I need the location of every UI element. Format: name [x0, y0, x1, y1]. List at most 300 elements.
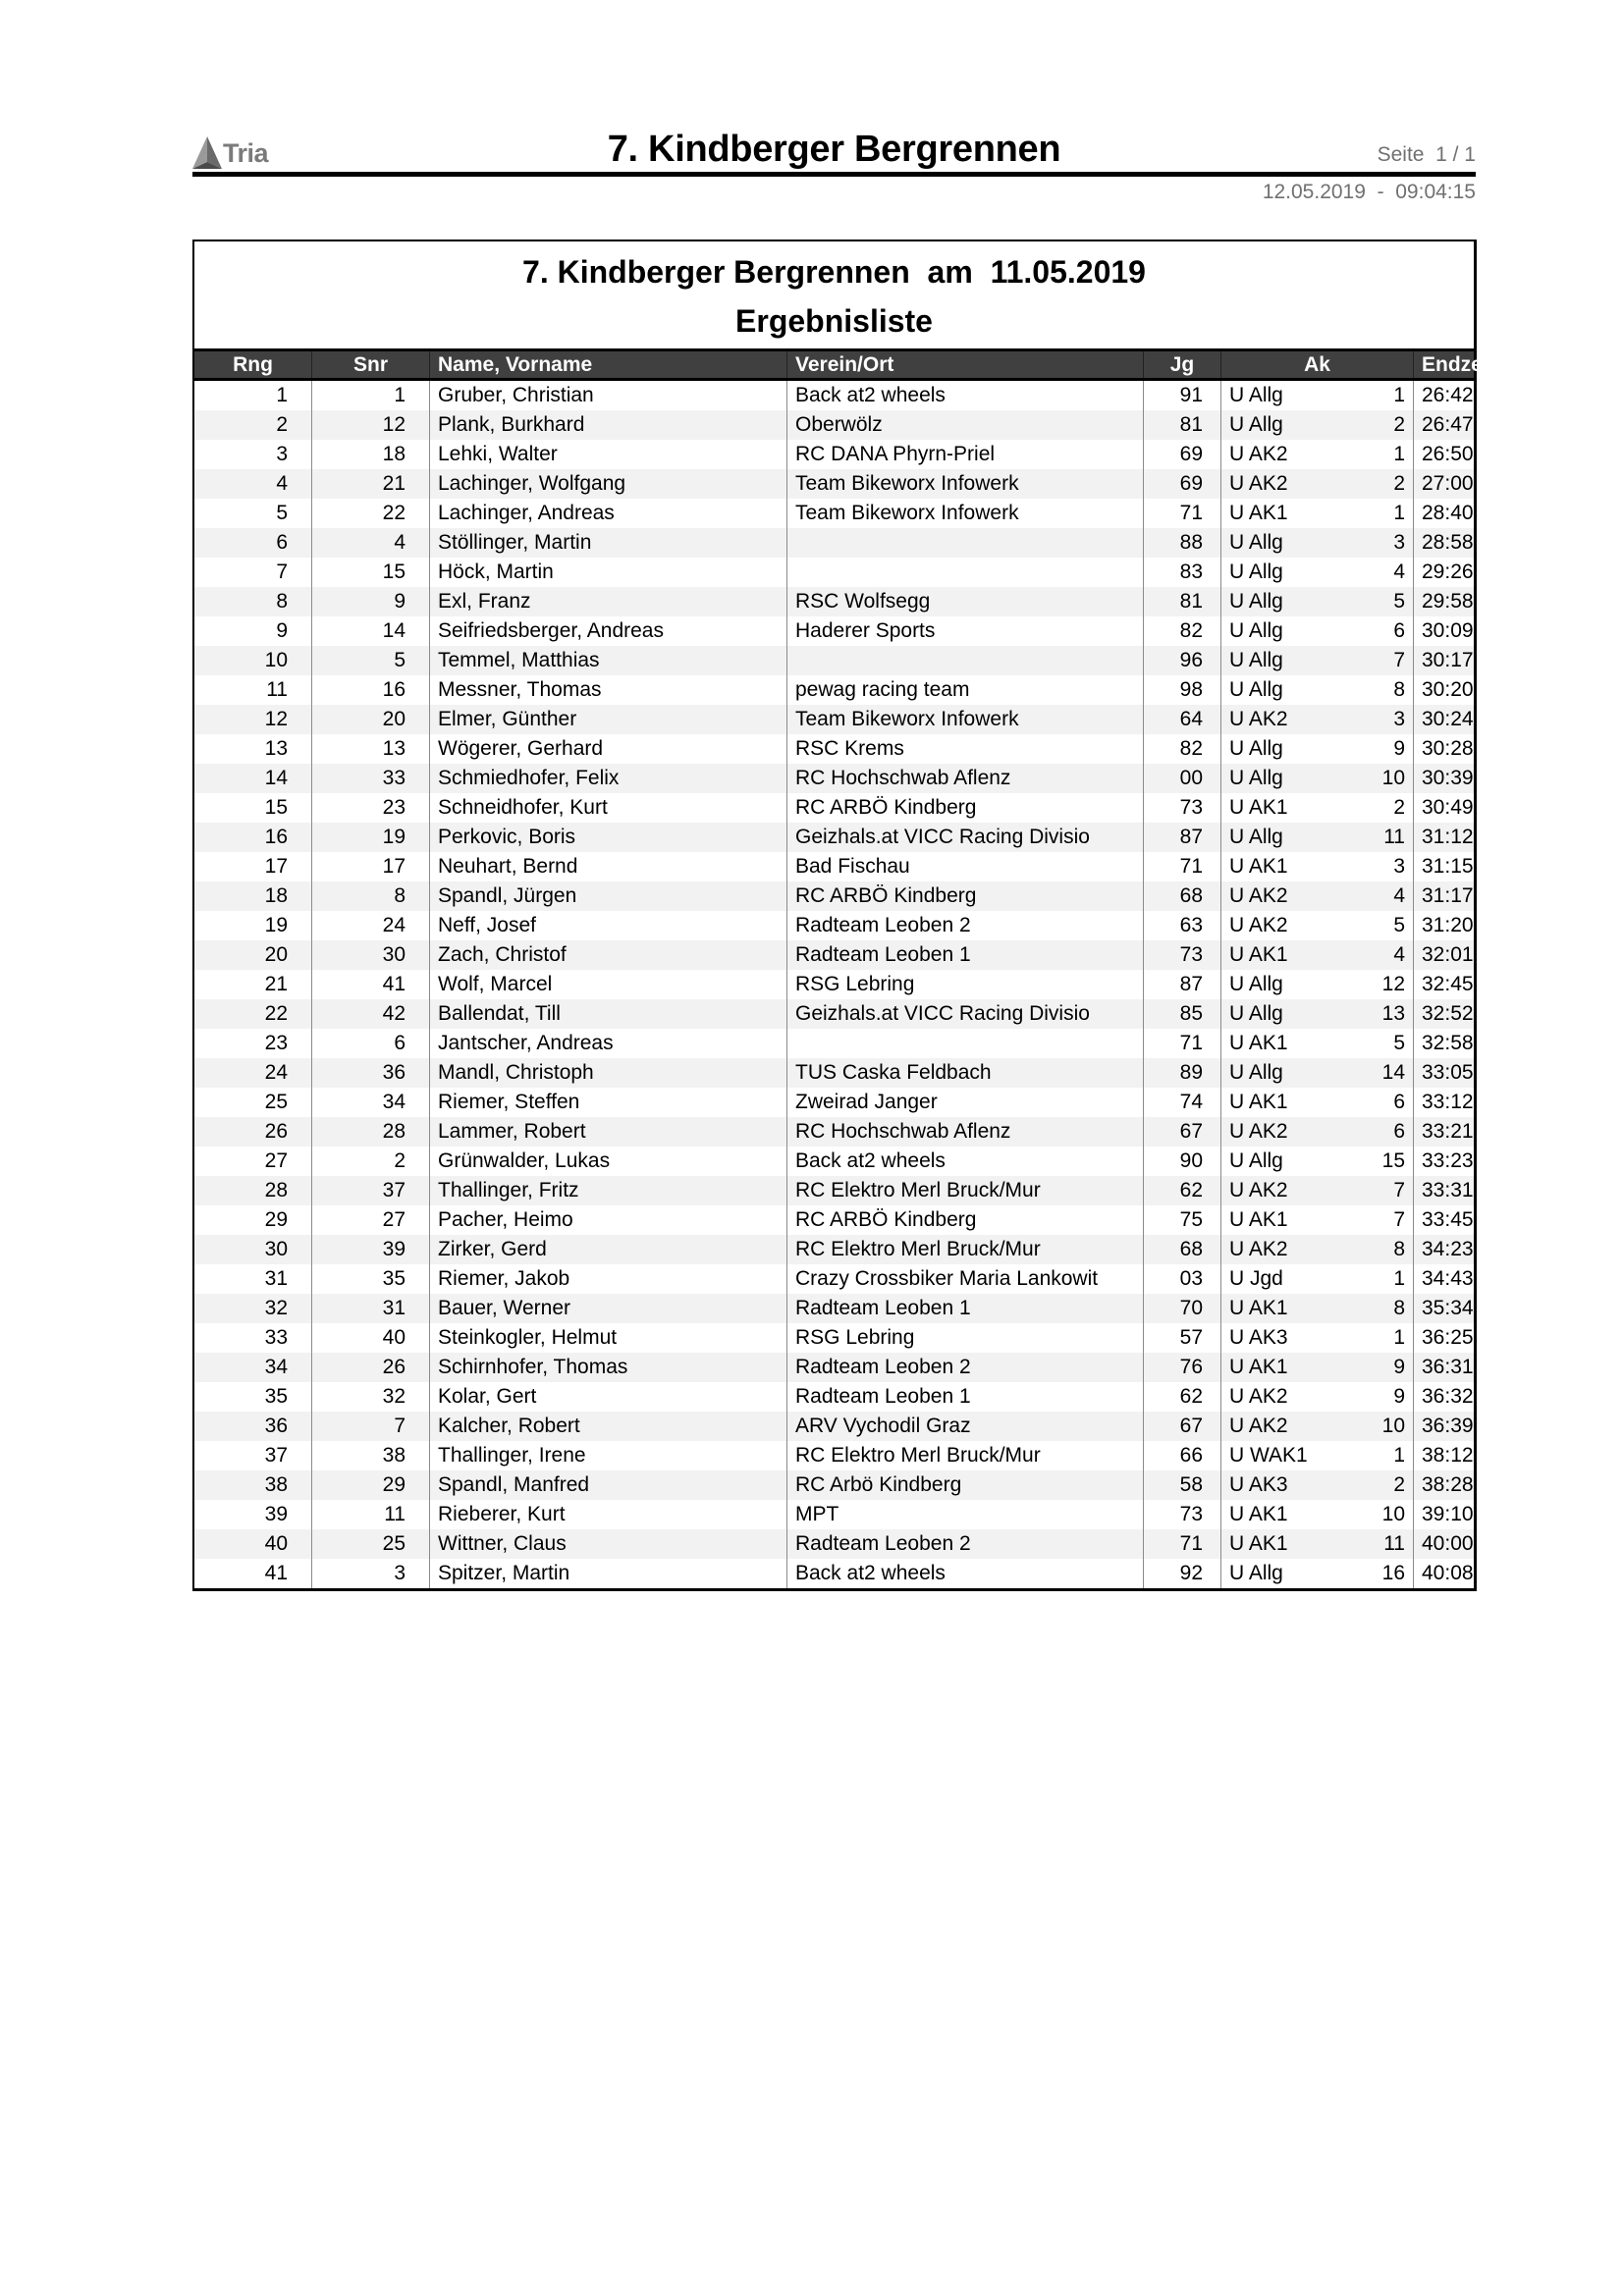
cell-ak	[1221, 734, 1414, 764]
age-class: U Allg	[1229, 1002, 1283, 1025]
cell-endzeit: 32:52	[1414, 999, 1475, 1029]
cell-snr: 7	[312, 1412, 430, 1441]
cell-rng: 3	[276, 443, 288, 465]
cell-ak	[1221, 705, 1414, 734]
age-class: U AK2	[1229, 708, 1288, 730]
cell-ak	[1221, 499, 1414, 528]
cell-verein: RC Elektro Merl Bruck/Mur	[787, 1176, 1144, 1205]
age-class: U Allg	[1229, 737, 1283, 760]
cell-endzeit: 30:28	[1414, 734, 1475, 764]
age-class-rank: 5	[1393, 1032, 1405, 1054]
cell-snr: 5	[312, 646, 430, 675]
table-row	[194, 764, 1474, 793]
cell-name: Perkovic, Boris	[430, 823, 787, 852]
age-class: U AK2	[1229, 1385, 1288, 1408]
cell-ak	[1221, 1382, 1414, 1412]
cell-snr: 35	[312, 1264, 430, 1294]
table-row	[194, 1029, 1474, 1058]
age-class: U AK1	[1229, 943, 1288, 966]
cell-name: Lammer, Robert	[430, 1117, 787, 1147]
cell-rng: 37	[264, 1444, 288, 1467]
age-class: U Allg	[1229, 384, 1283, 406]
cell-endzeit: 36:39	[1414, 1412, 1475, 1441]
cell-verein: RSC Krems	[787, 734, 1144, 764]
cell-snr: 22	[312, 499, 430, 528]
cell-verein: Geizhals.at VICC Racing Divisio	[787, 999, 1144, 1029]
cell-snr: 16	[312, 675, 430, 705]
age-class-rank: 9	[1393, 1356, 1405, 1378]
cell-jg: 87	[1144, 823, 1221, 852]
table-row	[194, 793, 1474, 823]
cell-endzeit: 27:00	[1414, 469, 1475, 499]
cell-ak	[1221, 1559, 1414, 1588]
age-class-rank: 3	[1393, 855, 1405, 878]
table-row	[194, 1529, 1474, 1559]
cell-ak	[1221, 380, 1414, 411]
cell-verein	[787, 558, 1144, 587]
age-class-rank: 10	[1381, 1415, 1405, 1437]
table-row	[194, 940, 1474, 970]
cell-snr: 38	[312, 1441, 430, 1470]
table-row	[194, 852, 1474, 881]
cell-rng: 9	[276, 619, 288, 642]
cell-name: Höck, Martin	[430, 558, 787, 587]
cell-snr: 2	[312, 1147, 430, 1176]
cell-endzeit: 40:08	[1414, 1559, 1475, 1588]
age-class: U AK1	[1229, 1356, 1288, 1378]
cell-ak	[1221, 1117, 1414, 1147]
table-row	[194, 1205, 1474, 1235]
cell-jg: 98	[1144, 675, 1221, 705]
cell-endzeit: 32:45	[1414, 970, 1475, 999]
age-class-rank: 10	[1381, 1503, 1405, 1525]
age-class: U AK3	[1229, 1326, 1288, 1349]
table-row	[194, 616, 1474, 646]
cell-endzeit: 36:32	[1414, 1382, 1475, 1412]
cell-rng: 32	[264, 1297, 288, 1319]
cell-snr: 11	[312, 1500, 430, 1529]
age-class-rank: 5	[1393, 914, 1405, 936]
cell-ak	[1221, 1353, 1414, 1382]
table-row	[194, 1353, 1474, 1382]
cell-jg: 71	[1144, 1029, 1221, 1058]
cell-verein: RC Elektro Merl Bruck/Mur	[787, 1441, 1144, 1470]
cell-rng: 13	[264, 737, 288, 760]
cell-rng: 21	[264, 973, 288, 995]
cell-snr: 23	[312, 793, 430, 823]
cell-rng: 34	[264, 1356, 288, 1378]
table-row	[194, 1323, 1474, 1353]
cell-ak	[1221, 1294, 1414, 1323]
column-header-name: Name, Vorname	[430, 350, 787, 380]
cell-ak	[1221, 410, 1414, 440]
logo-text: Tria	[223, 138, 269, 168]
cell-ak	[1221, 558, 1414, 587]
age-class: U AK2	[1229, 1120, 1288, 1143]
cell-name: Bauer, Werner	[430, 1294, 787, 1323]
cell-jg: 83	[1144, 558, 1221, 587]
cell-jg: 00	[1144, 764, 1221, 793]
cell-jg: 73	[1144, 1500, 1221, 1529]
cell-name: Spandl, Jürgen	[430, 881, 787, 911]
age-class-rank: 1	[1393, 502, 1405, 524]
age-class: U AK3	[1229, 1473, 1288, 1496]
cell-name: Thallinger, Fritz	[430, 1176, 787, 1205]
age-class-rank: 6	[1393, 1120, 1405, 1143]
table-row	[194, 1147, 1474, 1176]
cell-snr: 29	[312, 1470, 430, 1500]
age-class: U AK1	[1229, 1532, 1288, 1555]
age-class: U AK2	[1229, 443, 1288, 465]
cell-jg: 67	[1144, 1412, 1221, 1441]
cell-name: Lehki, Walter	[430, 440, 787, 469]
age-class-rank: 1	[1393, 384, 1405, 406]
table-row	[194, 1176, 1474, 1205]
age-class-rank: 1	[1393, 1326, 1405, 1349]
cell-snr: 6	[312, 1029, 430, 1058]
age-class-rank: 12	[1381, 973, 1405, 995]
cell-rng: 20	[264, 943, 288, 966]
document-title: 7. Kindberger Bergrennen	[607, 129, 1061, 170]
age-class: U Allg	[1229, 531, 1283, 554]
table-row	[194, 881, 1474, 911]
table-row	[194, 1382, 1474, 1412]
age-class-rank: 2	[1393, 472, 1405, 495]
cell-jg: 96	[1144, 646, 1221, 675]
age-class: U WAK1	[1229, 1444, 1308, 1467]
cell-rng: 11	[266, 678, 288, 701]
table-row	[194, 1559, 1474, 1588]
cell-verein: RC ARBÖ Kindberg	[787, 1205, 1144, 1235]
cell-ak	[1221, 1147, 1414, 1176]
cell-rng: 1	[276, 384, 288, 406]
cell-name: Seifriedsberger, Andreas	[430, 616, 787, 646]
table-header-row	[194, 350, 1474, 380]
age-class: U AK2	[1229, 884, 1288, 907]
cell-name: Wittner, Claus	[430, 1529, 787, 1559]
cell-snr: 4	[312, 528, 430, 558]
cell-ak	[1221, 646, 1414, 675]
cell-name: Steinkogler, Helmut	[430, 1323, 787, 1353]
age-class: U AK1	[1229, 855, 1288, 878]
cell-jg: 82	[1144, 616, 1221, 646]
cell-verein: Haderer Sports	[787, 616, 1144, 646]
age-class-rank: 2	[1393, 413, 1405, 436]
cell-verein: Team Bikeworx Infowerk	[787, 469, 1144, 499]
age-class: U Allg	[1229, 1562, 1283, 1584]
cell-rng: 7	[276, 561, 288, 583]
cell-verein: Crazy Crossbiker Maria Lankowit	[787, 1264, 1144, 1294]
age-class: U Allg	[1229, 826, 1283, 848]
cell-snr: 8	[312, 881, 430, 911]
cell-snr: 30	[312, 940, 430, 970]
cell-name: Ballendat, Till	[430, 999, 787, 1029]
cell-snr: 25	[312, 1529, 430, 1559]
age-class-rank: 3	[1393, 708, 1405, 730]
cell-endzeit: 29:58	[1414, 587, 1475, 616]
cell-snr: 9	[312, 587, 430, 616]
cell-rng: 36	[264, 1415, 288, 1437]
cell-rng: 23	[264, 1032, 288, 1054]
age-class: U Allg	[1229, 1149, 1283, 1172]
age-class-rank: 14	[1381, 1061, 1405, 1084]
cell-jg: 68	[1144, 881, 1221, 911]
table-row	[194, 911, 1474, 940]
cell-name: Mandl, Christoph	[430, 1058, 787, 1088]
cell-name: Gruber, Christian	[430, 380, 787, 411]
cell-jg: 70	[1144, 1294, 1221, 1323]
cell-jg: 66	[1144, 1441, 1221, 1470]
cell-verein	[787, 528, 1144, 558]
cell-endzeit: 36:31	[1414, 1353, 1475, 1382]
cell-endzeit: 28:40	[1414, 499, 1475, 528]
table-row	[194, 1058, 1474, 1088]
cell-verein: RSG Lebring	[787, 1323, 1144, 1353]
table-row	[194, 410, 1474, 440]
cell-snr: 3	[312, 1559, 430, 1588]
cell-jg: 73	[1144, 793, 1221, 823]
cell-ak	[1221, 852, 1414, 881]
table-row	[194, 705, 1474, 734]
age-class-rank: 1	[1393, 1267, 1405, 1290]
column-header-ak: Ak	[1221, 350, 1414, 380]
cell-endzeit: 26:47	[1414, 410, 1475, 440]
age-class-rank: 16	[1381, 1562, 1405, 1584]
cell-verein: RC Arbö Kindberg	[787, 1470, 1144, 1500]
age-class: U AK2	[1229, 472, 1288, 495]
cell-ak	[1221, 1264, 1414, 1294]
cell-ak	[1221, 1205, 1414, 1235]
age-class-rank: 13	[1381, 1002, 1405, 1025]
cell-name: Thallinger, Irene	[430, 1441, 787, 1470]
cell-endzeit: 26:50	[1414, 440, 1475, 469]
cell-name: Exl, Franz	[430, 587, 787, 616]
cell-jg: 71	[1144, 1529, 1221, 1559]
cell-snr: 19	[312, 823, 430, 852]
cell-endzeit: 36:25	[1414, 1323, 1475, 1353]
cell-jg: 62	[1144, 1382, 1221, 1412]
cell-jg: 63	[1144, 911, 1221, 940]
cell-name: Schneidhofer, Kurt	[430, 793, 787, 823]
cell-rng: 10	[264, 649, 288, 671]
cell-snr: 21	[312, 469, 430, 499]
cell-snr: 41	[312, 970, 430, 999]
cell-jg: 81	[1144, 587, 1221, 616]
age-class-rank: 7	[1393, 649, 1405, 671]
cell-verein: RC ARBÖ Kindberg	[787, 881, 1144, 911]
column-header-jg: Jg	[1144, 350, 1221, 380]
table-row	[194, 1294, 1474, 1323]
cell-endzeit: 30:39	[1414, 764, 1475, 793]
cell-jg: 62	[1144, 1176, 1221, 1205]
cell-name: Lachinger, Wolfgang	[430, 469, 787, 499]
cell-rng: 26	[264, 1120, 288, 1143]
cell-endzeit: 30:17	[1414, 646, 1475, 675]
age-class: U AK2	[1229, 1179, 1288, 1201]
age-class-rank: 9	[1393, 1385, 1405, 1408]
cell-jg: 75	[1144, 1205, 1221, 1235]
cell-rng: 22	[264, 1002, 288, 1025]
cell-rng: 30	[264, 1238, 288, 1260]
cell-ak	[1221, 793, 1414, 823]
cell-endzeit: 31:20	[1414, 911, 1475, 940]
cell-name: Riemer, Jakob	[430, 1264, 787, 1294]
cell-ak	[1221, 999, 1414, 1029]
results-table	[194, 348, 1495, 1588]
cell-snr: 40	[312, 1323, 430, 1353]
cell-snr: 31	[312, 1294, 430, 1323]
cell-rng: 17	[264, 855, 288, 878]
cell-verein: RC ARBÖ Kindberg	[787, 793, 1144, 823]
cell-ak	[1221, 1500, 1414, 1529]
cell-rng: 31	[264, 1267, 288, 1290]
cell-snr: 1	[312, 380, 430, 411]
cell-verein: pewag racing team	[787, 675, 1144, 705]
cell-snr: 12	[312, 410, 430, 440]
cell-verein: RC Elektro Merl Bruck/Mur	[787, 1235, 1144, 1264]
table-row	[194, 1412, 1474, 1441]
age-class-rank: 8	[1393, 1297, 1405, 1319]
cell-ak	[1221, 1029, 1414, 1058]
cell-name: Messner, Thomas	[430, 675, 787, 705]
cell-endzeit: 33:12	[1414, 1088, 1475, 1117]
cell-ak	[1221, 764, 1414, 793]
cell-name: Elmer, Günther	[430, 705, 787, 734]
cell-endzeit: 31:12	[1414, 823, 1475, 852]
cell-name: Plank, Burkhard	[430, 410, 787, 440]
results-subtitle: Ergebnisliste	[735, 303, 933, 339]
cell-jg: 71	[1144, 852, 1221, 881]
age-class: U AK1	[1229, 1032, 1288, 1054]
cell-ak	[1221, 1529, 1414, 1559]
cell-name: Pacher, Heimo	[430, 1205, 787, 1235]
table-row	[194, 970, 1474, 999]
cell-ak	[1221, 881, 1414, 911]
cell-name: Temmel, Matthias	[430, 646, 787, 675]
cell-name: Neff, Josef	[430, 911, 787, 940]
cell-name: Rieberer, Kurt	[430, 1500, 787, 1529]
cell-rng: 19	[264, 914, 288, 936]
cell-endzeit: 33:31	[1414, 1176, 1475, 1205]
age-class-rank: 8	[1393, 678, 1405, 701]
header-rule	[192, 172, 1476, 177]
cell-endzeit: 38:12	[1414, 1441, 1475, 1470]
cell-rng: 41	[264, 1562, 288, 1584]
age-class-rank: 1	[1393, 1444, 1405, 1467]
age-class-rank: 4	[1393, 561, 1405, 583]
age-class: U Allg	[1229, 767, 1283, 789]
age-class: U Allg	[1229, 973, 1283, 995]
cell-verein: Radteam Leoben 1	[787, 1382, 1144, 1412]
age-class: U AK1	[1229, 1297, 1288, 1319]
cell-snr: 26	[312, 1353, 430, 1382]
age-class: U AK1	[1229, 1208, 1288, 1231]
age-class: U AK2	[1229, 1238, 1288, 1260]
cell-endzeit: 32:01	[1414, 940, 1475, 970]
cell-jg: 68	[1144, 1235, 1221, 1264]
age-class-rank: 2	[1393, 796, 1405, 819]
table-row	[194, 380, 1474, 411]
cell-name: Spitzer, Martin	[430, 1559, 787, 1588]
age-class-rank: 9	[1393, 737, 1405, 760]
cell-ak	[1221, 1058, 1414, 1088]
age-class: U AK1	[1229, 796, 1288, 819]
cell-endzeit: 31:15	[1414, 852, 1475, 881]
table-row	[194, 587, 1474, 616]
cell-snr: 15	[312, 558, 430, 587]
age-class-rank: 1	[1393, 443, 1405, 465]
print-timestamp: 12.05.2019 - 09:04:15	[1262, 181, 1476, 203]
cell-verein: Back at2 wheels	[787, 1147, 1144, 1176]
age-class: U Allg	[1229, 413, 1283, 436]
cell-verein: Team Bikeworx Infowerk	[787, 499, 1144, 528]
column-header-verein: Verein/Ort	[787, 350, 1144, 380]
cell-rng: 5	[276, 502, 288, 524]
results-table-body	[194, 380, 1474, 1589]
cell-rng: 6	[276, 531, 288, 554]
cell-endzeit: 29:26	[1414, 558, 1475, 587]
cell-ak	[1221, 1088, 1414, 1117]
cell-name: Zach, Christof	[430, 940, 787, 970]
cell-verein: Radteam Leoben 2	[787, 1353, 1144, 1382]
cell-snr: 39	[312, 1235, 430, 1264]
cell-rng: 38	[264, 1473, 288, 1496]
cell-rng: 40	[264, 1532, 288, 1555]
cell-jg: 69	[1144, 440, 1221, 469]
cell-verein	[787, 646, 1144, 675]
cell-jg: 87	[1144, 970, 1221, 999]
table-row	[194, 734, 1474, 764]
cell-snr: 27	[312, 1205, 430, 1235]
cell-jg: 58	[1144, 1470, 1221, 1500]
cell-rng: 14	[264, 767, 288, 789]
cell-verein: Team Bikeworx Infowerk	[787, 705, 1144, 734]
cell-jg: 67	[1144, 1117, 1221, 1147]
cell-name: Neuhart, Bernd	[430, 852, 787, 881]
cell-verein: TUS Caska Feldbach	[787, 1058, 1144, 1088]
table-row	[194, 999, 1474, 1029]
cell-rng: 16	[264, 826, 288, 848]
cell-ak	[1221, 940, 1414, 970]
cell-jg: 73	[1144, 940, 1221, 970]
cell-endzeit: 35:34	[1414, 1294, 1475, 1323]
cell-snr: 28	[312, 1117, 430, 1147]
age-class-rank: 6	[1393, 619, 1405, 642]
column-header-snr: Snr	[312, 350, 430, 380]
cell-snr: 32	[312, 1382, 430, 1412]
cell-name: Kalcher, Robert	[430, 1412, 787, 1441]
table-row	[194, 823, 1474, 852]
cell-verein: Back at2 wheels	[787, 1559, 1144, 1588]
cell-ak	[1221, 1176, 1414, 1205]
results-box	[192, 240, 1495, 1591]
cell-verein: RC Hochschwab Aflenz	[787, 764, 1144, 793]
cell-endzeit: 40:00	[1414, 1529, 1475, 1559]
age-class: U Jgd	[1229, 1267, 1283, 1290]
cell-name: Grünwalder, Lukas	[430, 1147, 787, 1176]
cell-endzeit: 34:23	[1414, 1235, 1475, 1264]
cell-endzeit: 33:05	[1414, 1058, 1475, 1088]
cell-ak	[1221, 469, 1414, 499]
cell-snr: 34	[312, 1088, 430, 1117]
cell-name: Kolar, Gert	[430, 1382, 787, 1412]
age-class: U Allg	[1229, 678, 1283, 701]
cell-snr: 13	[312, 734, 430, 764]
age-class: U AK2	[1229, 1415, 1288, 1437]
cell-rng: 39	[264, 1503, 288, 1525]
age-class: U AK1	[1229, 1091, 1288, 1113]
cell-verein: Bad Fischau	[787, 852, 1144, 881]
